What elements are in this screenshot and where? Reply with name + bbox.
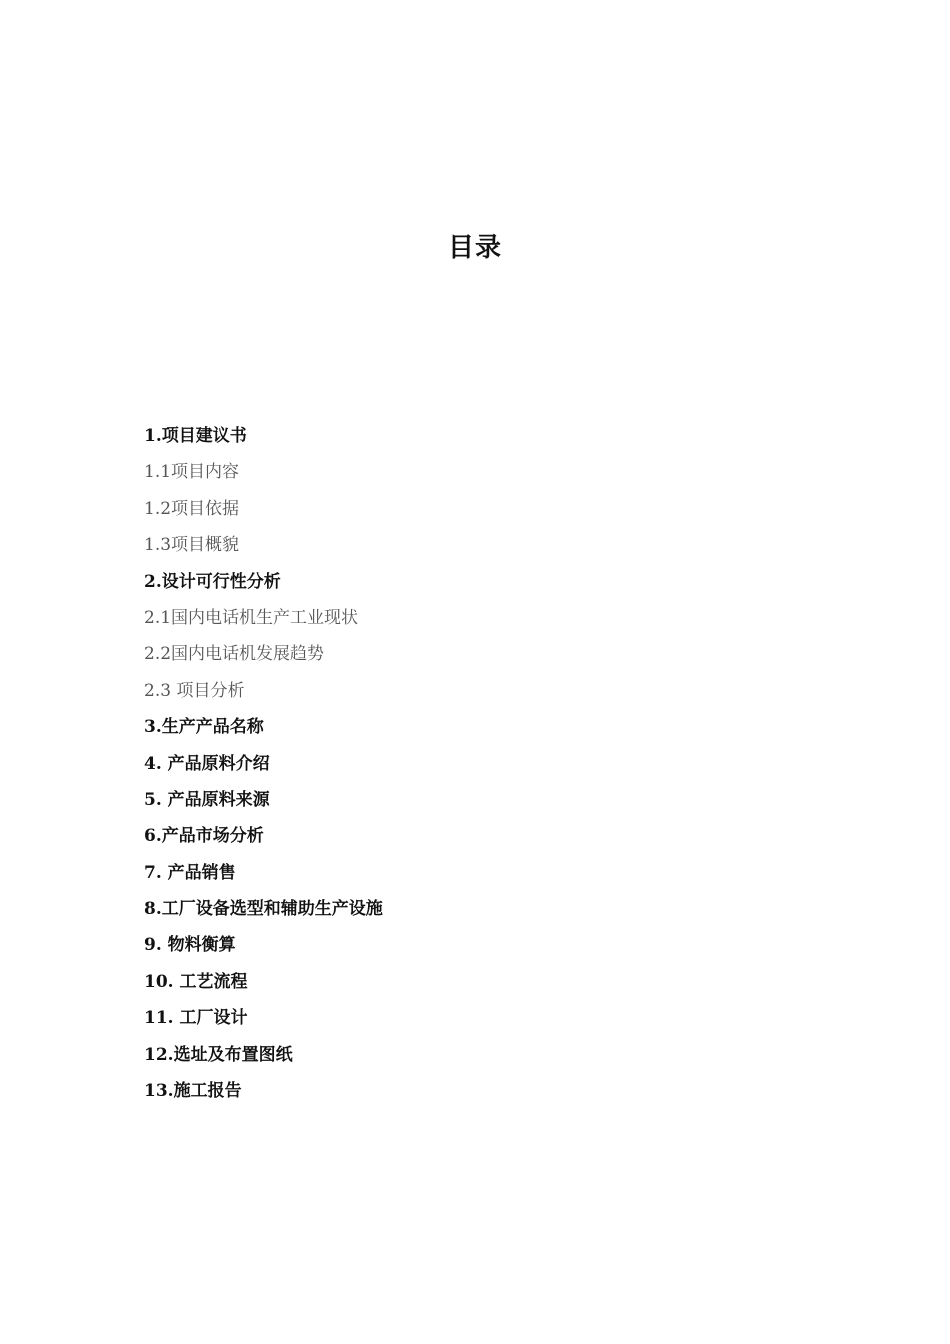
toc-subitem[interactable]: 1.3项目概貌 [144, 535, 240, 556]
toc-item[interactable]: 7. 产品销售 [144, 862, 236, 883]
toc-item[interactable]: 10. 工艺流程 [144, 971, 248, 992]
toc-item[interactable]: 13.施工报告 [144, 1081, 242, 1102]
toc-subitem[interactable]: 1.2项目依据 [144, 498, 240, 519]
toc-item[interactable]: 5. 产品原料来源 [144, 789, 270, 810]
toc-item[interactable]: 12.选址及布置图纸 [144, 1044, 293, 1065]
toc-subitem[interactable]: 2.2国内电话机发展趋势 [144, 644, 325, 665]
table-of-contents [144, 418, 844, 1109]
toc-subitem[interactable]: 2.3 项目分析 [144, 680, 245, 701]
toc-item[interactable]: 11. 工厂设计 [144, 1008, 248, 1029]
toc-subitem[interactable]: 1.1项目内容 [144, 462, 240, 483]
toc-item[interactable]: 6.产品市场分析 [144, 826, 264, 847]
page-title: 目录 [447, 233, 502, 263]
toc-subitem[interactable]: 2.1国内电话机生产工业现状 [144, 607, 359, 628]
toc-item[interactable]: 2.设计可行性分析 [144, 571, 281, 592]
toc-item[interactable]: 3.生产产品名称 [144, 717, 264, 738]
toc-item[interactable]: 9. 物料衡算 [144, 935, 236, 956]
toc-item[interactable]: 4. 产品原料介绍 [144, 753, 270, 774]
toc-item[interactable]: 8.工厂设备选型和辅助生产设施 [144, 899, 383, 920]
toc-item[interactable]: 1.项目建议书 [144, 426, 247, 446]
